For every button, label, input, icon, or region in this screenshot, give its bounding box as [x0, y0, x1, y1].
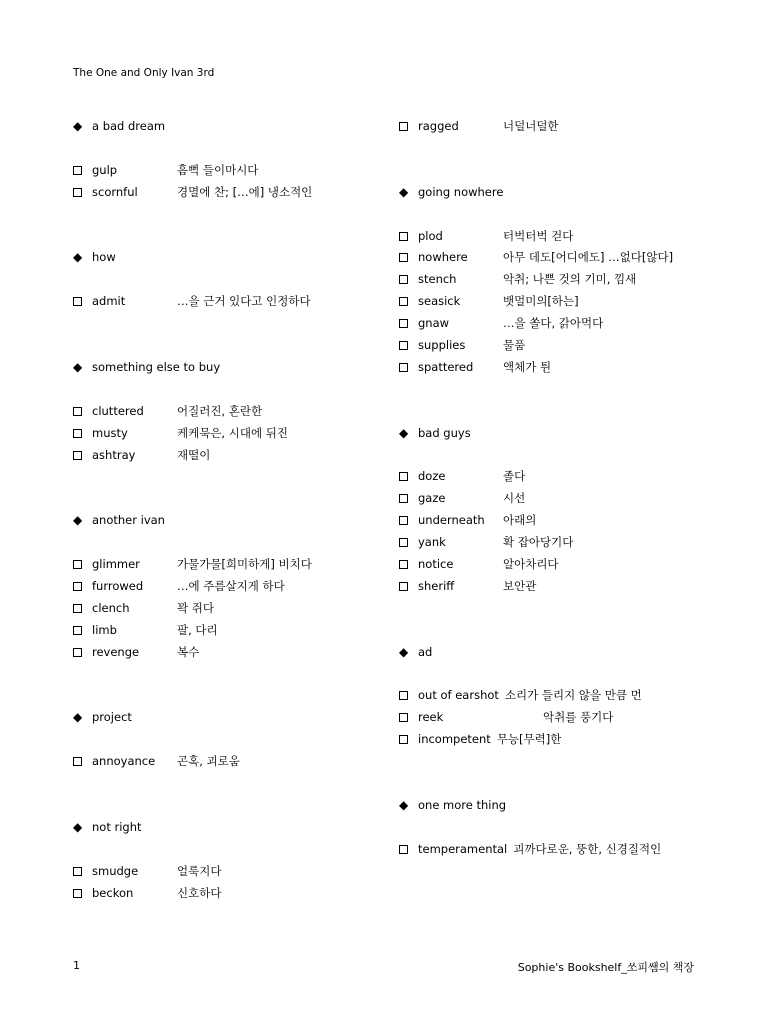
vocab-term: nowhere: [418, 250, 468, 265]
checkbox-icon: [399, 582, 408, 591]
checkbox-icon: [73, 648, 82, 657]
vocab-meaning: 아무 데도[어디에도] …없다[않다]: [503, 250, 674, 265]
vocab-term: gnaw: [418, 316, 450, 331]
section-heading: [399, 183, 503, 201]
vocab-meaning: 확 잡아당기다: [503, 535, 574, 550]
checkbox-icon: [399, 319, 408, 328]
checkbox-icon: [399, 713, 408, 722]
vocab-term: notice: [418, 557, 454, 571]
checkbox-icon: [73, 429, 82, 438]
vocab-meaning: …을 쏠다, 갉아먹다: [503, 316, 604, 331]
vocab-item: [399, 227, 574, 245]
vocab-item: [399, 358, 552, 376]
vocab-meaning: 무능[무력]한: [496, 732, 562, 747]
page-title: The One and Only Ivan 3rd: [73, 67, 215, 79]
vocab-item: [399, 292, 579, 310]
vocab-meaning: 얼룩지다: [177, 863, 222, 878]
section-heading-text: another ivan: [92, 513, 165, 528]
checkbox-icon: [73, 604, 82, 613]
vocab-item: [399, 577, 537, 595]
checkbox-icon: [73, 560, 82, 569]
vocab-term: doze: [418, 469, 446, 484]
vocab-term: gulp: [92, 162, 118, 177]
vocab-item: [73, 752, 240, 770]
section-heading-text: going nowhere: [418, 184, 504, 199]
vocab-meaning: 터벅터벅 걷다: [503, 228, 574, 243]
section-heading-text: one more thing: [418, 797, 507, 812]
vocab-item: [399, 686, 642, 704]
checkbox-icon: [73, 889, 82, 898]
vocab-term: glimmer: [92, 557, 140, 571]
vocab-term: plod: [418, 228, 443, 243]
section-heading: [73, 818, 142, 836]
vocab-item: [399, 730, 561, 748]
vocab-item: [73, 555, 312, 573]
vocab-meaning: 뱃멀미의[하는]: [503, 294, 579, 309]
checkbox-icon: [399, 341, 408, 350]
section-heading: [399, 796, 506, 814]
checkbox-icon: [73, 757, 82, 766]
checkbox-icon: [73, 166, 82, 175]
vocab-item: [399, 555, 559, 573]
vocab-term: scornful: [92, 184, 138, 199]
vocab-term: limb: [92, 622, 117, 637]
vocab-meaning: 악취; 나쁜 것의 기미, 낌새: [503, 272, 637, 287]
vocab-meaning: 괴까다로운, 뚱한, 신경질적인: [513, 841, 662, 856]
diamond-bullet-icon: ◆: [73, 819, 83, 834]
vocab-term: underneath: [418, 513, 485, 528]
vocab-item: [73, 424, 288, 442]
diamond-bullet-icon: ◆: [73, 359, 83, 374]
section-heading: [73, 358, 220, 376]
section-heading-text: not right: [92, 819, 142, 834]
section-heading-text: a bad dream: [92, 119, 166, 133]
vocab-meaning: 가물가물[희미하게] 비치다: [177, 557, 312, 571]
diamond-bullet-icon: ◆: [399, 184, 409, 199]
checkbox-icon: [399, 363, 408, 372]
vocab-meaning: 곤혹, 괴로움: [177, 754, 240, 769]
checkbox-icon: [73, 297, 82, 306]
vocab-item: [73, 621, 218, 639]
checkbox-icon: [399, 275, 408, 284]
vocab-item: [399, 248, 674, 266]
diamond-bullet-icon: ◆: [73, 513, 83, 528]
vocab-term: ashtray: [92, 447, 136, 462]
vocab-meaning: 신호하다: [177, 885, 222, 900]
section-heading-text: something else to buy: [92, 359, 221, 374]
diamond-bullet-icon: ◆: [399, 644, 409, 659]
vocab-meaning: 알아차리다: [503, 557, 559, 571]
vocab-meaning: 아래의: [503, 513, 537, 528]
vocab-term: furrowed: [92, 578, 144, 593]
checkbox-icon: [399, 691, 408, 700]
vocab-item: [399, 314, 604, 332]
vocab-meaning: 액체가 튄: [503, 359, 552, 374]
checkbox-icon: [399, 253, 408, 262]
vocab-term: out of earshot: [418, 688, 499, 703]
vocab-meaning: 케케묵은, 시대에 뒤진: [177, 425, 288, 440]
vocab-term: revenge: [92, 644, 140, 659]
vocab-term: clench: [92, 600, 130, 615]
checkbox-icon: [399, 297, 408, 306]
section-heading: [73, 708, 132, 726]
vocab-item: [73, 643, 200, 661]
checkbox-icon: [73, 626, 82, 635]
vocab-item: [399, 533, 574, 551]
vocab-term: supplies: [418, 338, 466, 352]
vocab-meaning: 졸다: [503, 469, 526, 484]
vocab-meaning: 팔, 다리: [177, 622, 218, 637]
vocab-term: seasick: [418, 294, 461, 309]
vocab-meaning: 너덜너덜한: [503, 119, 559, 133]
vocab-item: [73, 183, 313, 201]
vocab-item: [399, 708, 614, 726]
vocab-term: spattered: [418, 359, 474, 374]
section-heading: [73, 511, 165, 529]
vocab-item: [73, 862, 222, 880]
vocab-meaning: 경멸에 찬; […에] 냉소적인: [177, 184, 313, 199]
vocab-meaning: 시선: [503, 491, 526, 506]
vocab-term: temperamental: [418, 841, 508, 856]
vocab-item: [399, 511, 537, 529]
diamond-bullet-icon: ◆: [399, 797, 409, 812]
vocab-item: [73, 292, 311, 310]
vocab-meaning: 꽉 쥐다: [177, 600, 214, 615]
checkbox-icon: [399, 845, 408, 854]
vocab-item: [399, 336, 526, 354]
vocab-meaning: 보안관: [503, 578, 537, 593]
vocab-term: stench: [418, 272, 457, 287]
checkbox-icon: [399, 232, 408, 241]
vocab-meaning: 소리가 들리지 않을 만큼 먼: [504, 688, 642, 703]
vocab-term: reek: [418, 710, 444, 725]
diamond-bullet-icon: ◆: [399, 425, 409, 440]
vocab-item: [73, 599, 214, 617]
vocab-meaning: …을 근거 있다고 인정하다: [177, 294, 311, 309]
vocab-meaning: 어질러진, 혼란한: [177, 403, 263, 418]
vocab-term: sheriff: [418, 578, 455, 593]
vocab-item: [399, 840, 661, 858]
diamond-bullet-icon: ◆: [73, 710, 83, 725]
vocab-meaning: 물품: [503, 338, 526, 352]
vocab-item: [73, 446, 211, 464]
page-number: 1: [73, 959, 80, 972]
checkbox-icon: [399, 735, 408, 744]
vocab-term: cluttered: [92, 403, 144, 418]
checkbox-icon: [399, 560, 408, 569]
vocab-meaning: 악취를 풍기다: [543, 710, 614, 725]
section-heading: [399, 643, 432, 661]
vocab-item: [73, 161, 259, 179]
vocab-term: ragged: [418, 119, 459, 133]
section-heading: [73, 117, 165, 135]
checkbox-icon: [399, 472, 408, 481]
diamond-bullet-icon: ◆: [73, 250, 83, 265]
checkbox-icon: [73, 582, 82, 591]
section-heading: [73, 248, 116, 266]
checkbox-icon: [399, 538, 408, 547]
section-heading-text: bad guys: [418, 425, 471, 440]
vocab-meaning: 흠뻑 들이마시다: [177, 162, 259, 177]
section-heading-text: how: [92, 250, 116, 265]
section-heading-text: project: [92, 710, 132, 725]
vocab-item: [73, 402, 263, 420]
vocab-term: musty: [92, 425, 128, 440]
vocab-item: [399, 270, 637, 288]
checkbox-icon: [73, 451, 82, 460]
vocab-meaning: 재떨이: [177, 447, 211, 462]
section-heading-text: ad: [418, 644, 433, 659]
vocab-item: [399, 489, 526, 507]
checkbox-icon: [73, 188, 82, 197]
vocab-term: beckon: [92, 885, 134, 900]
checkbox-icon: [73, 407, 82, 416]
section-heading: [399, 424, 471, 442]
vocab-term: incompetent: [418, 732, 491, 747]
vocab-term: annoyance: [92, 754, 156, 769]
footer-credit: Sophie's Bookshelf_쏘피쌤의 책장: [517, 961, 694, 974]
vocab-term: smudge: [92, 863, 139, 878]
vocab-term: gaze: [418, 491, 446, 506]
vocab-item: [399, 117, 559, 135]
vocab-term: admit: [92, 294, 126, 309]
vocab-item: [73, 884, 222, 902]
checkbox-icon: [399, 494, 408, 503]
vocab-item: [73, 577, 285, 595]
vocab-meaning: 복수: [177, 644, 200, 659]
vocab-meaning: …에 주름살지게 하다: [177, 578, 285, 593]
vocab-term: yank: [418, 535, 446, 550]
checkbox-icon: [399, 516, 408, 525]
diamond-bullet-icon: ◆: [73, 119, 83, 133]
checkbox-icon: [73, 867, 82, 876]
vocab-item: [399, 467, 526, 485]
checkbox-icon: [399, 122, 408, 131]
